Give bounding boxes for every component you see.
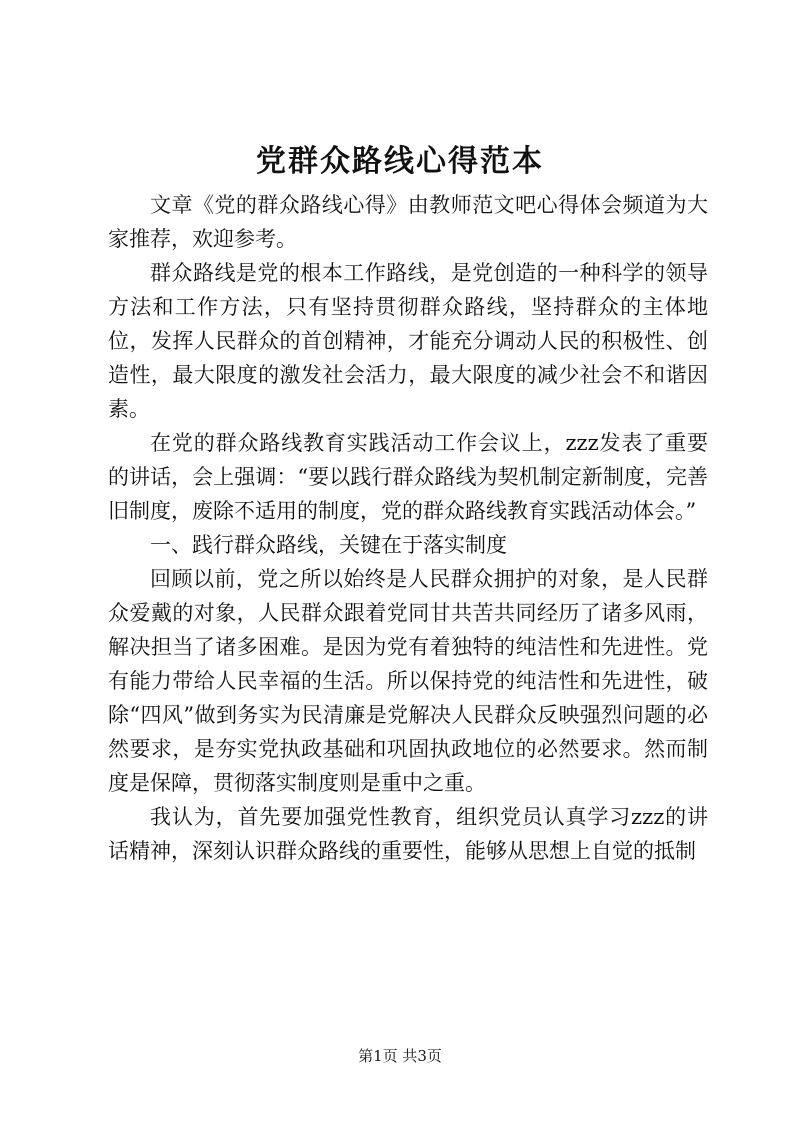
document-body <box>108 188 708 868</box>
section-heading-1: 一、践行群众路线，关键在于落实制度 <box>150 533 507 557</box>
paragraph-meeting: 在党的群众路线教育实践活动工作会议上，zzz发表了重要的讲话，会上强调：“要以践行群众路线为契机制定新制度，完善旧制度，废除不适用的制度，党的群众路线教育实践活动体会。” <box>108 431 708 523</box>
page-footer: 第1页 共3页 <box>358 1047 442 1065</box>
paragraph-mass-line: 群众路线是党的根本工作路线，是党创造的一种科学的领导方法和工作方法，只有坚持贯彻群众路线，坚持群众的主体地位，发挥人民群众的首创精神，才能充分调动人民的积极性、创造性，最大限度的激发社会活力，最大限度的减少社会不和谐因素。 <box>108 261 708 421</box>
document-title: 党群众路线心得范本 <box>256 144 544 179</box>
paragraph-review: 回顾以前，党之所以始终是人民群众拥护的对象，是人民群众爱戴的对象，人民群众跟着党同甘共苦共同经历了诸多风雨，解决担当了诸多困难。是因为党有着独特的纯洁性和先进性。党有能力带给人民幸福的生活。所以保持党的纯洁性和先进性，破除“四风”做到务实为民清廉是党解决人民群众反映强烈问题的必然要求，是夯实党执政基础和巩固执政地位的必然要求。然而制度是保障，贯彻落实制度则是重中之重。 <box>108 567 708 795</box>
paragraph-opinion: 我认为，首先要加强党性教育，组织党员认真学习zzz的讲话精神，深刻认识群众路线的重要性，能够从思想上自觉的抵制 <box>108 805 708 863</box>
paragraph-intro: 文章《党的群众路线心得》由教师范文吧心得体会频道为大家推荐，欢迎参考。 <box>108 193 708 251</box>
